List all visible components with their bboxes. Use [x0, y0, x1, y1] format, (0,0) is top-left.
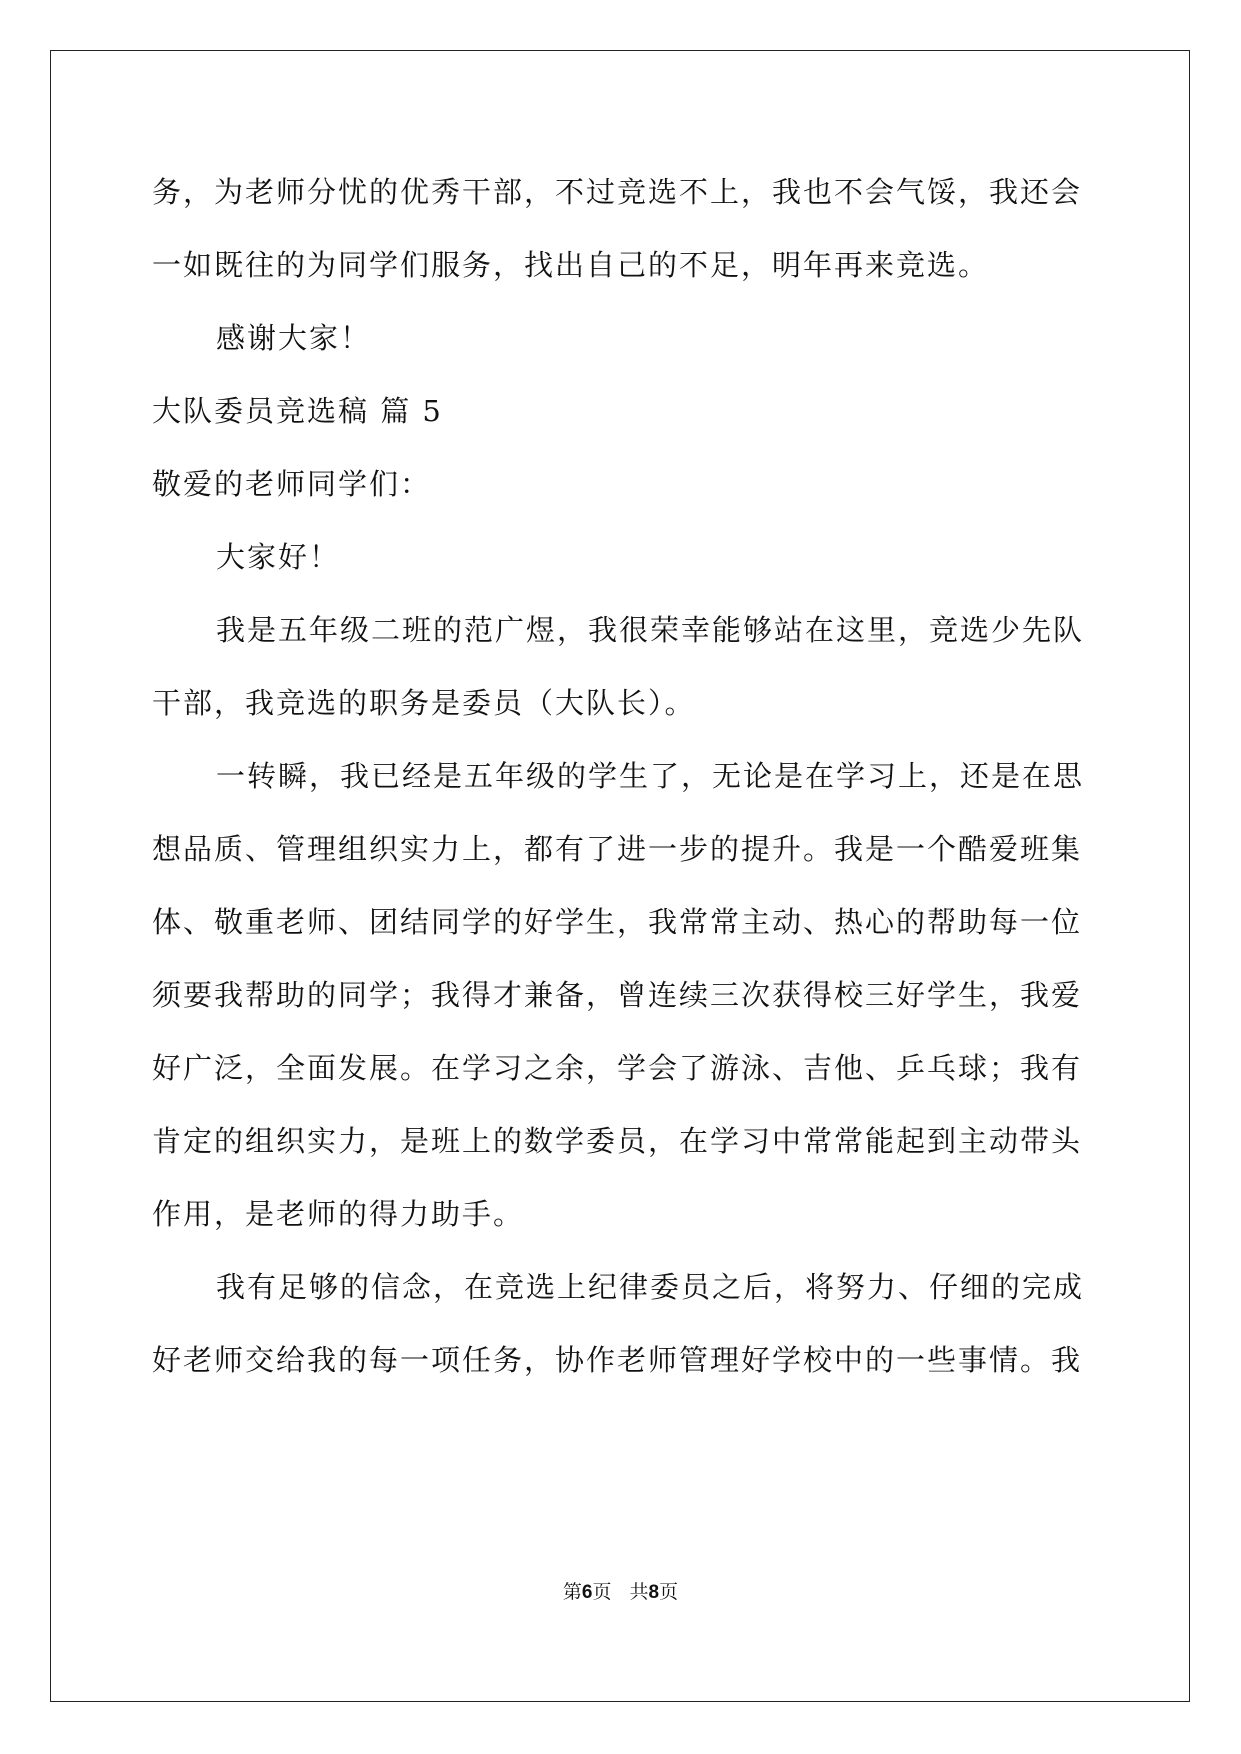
body-line-13: 好广泛，全面发展。在学习之余，学会了游泳、吉他、乒乓球；我有	[152, 1051, 1083, 1085]
closing-thanks: 感谢大家！	[216, 321, 372, 355]
body-line-14: 肯定的组织实力，是班上的数学委员，在学习中常常能起到主动带头	[152, 1124, 1083, 1158]
footer-current-page: 6	[581, 1582, 593, 1603]
body-line-10: 想品质、管理组织实力上，都有了进一步的提升。我是一个酷爱班集	[152, 832, 1083, 866]
body-line-16: 我有足够的信念，在竞选上纪律委员之后，将努力、仔细的完成	[216, 1270, 1085, 1304]
footer-total-unit: 页	[659, 1581, 679, 1603]
footer-total-pages: 8	[648, 1582, 660, 1603]
body-line-15: 作用，是老师的得力助手。	[152, 1197, 525, 1231]
greeting: 大家好！	[216, 540, 341, 574]
body-line-8: 干部，我竞选的职务是委员（大队长）。	[152, 686, 696, 720]
body-line-1: 务，为老师分忧的优秀干部，不过竞选不上，我也不会气馁，我还会	[152, 175, 1083, 209]
page-footer	[0, 1579, 1241, 1606]
salutation: 敬爱的老师同学们：	[152, 467, 432, 501]
page-border	[50, 50, 1190, 1702]
footer-page-unit: 页	[592, 1581, 612, 1603]
footer-total-prefix: 共	[629, 1581, 649, 1603]
body-line-11: 体、敬重老师、团结同学的好学生，我常常主动、热心的帮助每一位	[152, 905, 1083, 939]
body-line-12: 须要我帮助的同学；我得才兼备，曾连续三次获得校三好学生，我爱	[152, 978, 1083, 1012]
section-heading: 大队委员竞选稿 篇 5	[152, 394, 443, 428]
body-line-2: 一如既往的为同学们服务，找出自己的不足，明年再来竞选。	[152, 248, 990, 282]
body-line-9: 一转瞬，我已经是五年级的学生了，无论是在学习上，还是在思	[216, 759, 1085, 793]
body-line-7: 我是五年级二班的范广煜，我很荣幸能够站在这里，竞选少先队	[216, 613, 1085, 647]
footer-prefix: 第	[562, 1581, 582, 1603]
body-line-17: 好老师交给我的每一项任务，协作老师管理好学校中的一些事情。我	[152, 1343, 1083, 1377]
